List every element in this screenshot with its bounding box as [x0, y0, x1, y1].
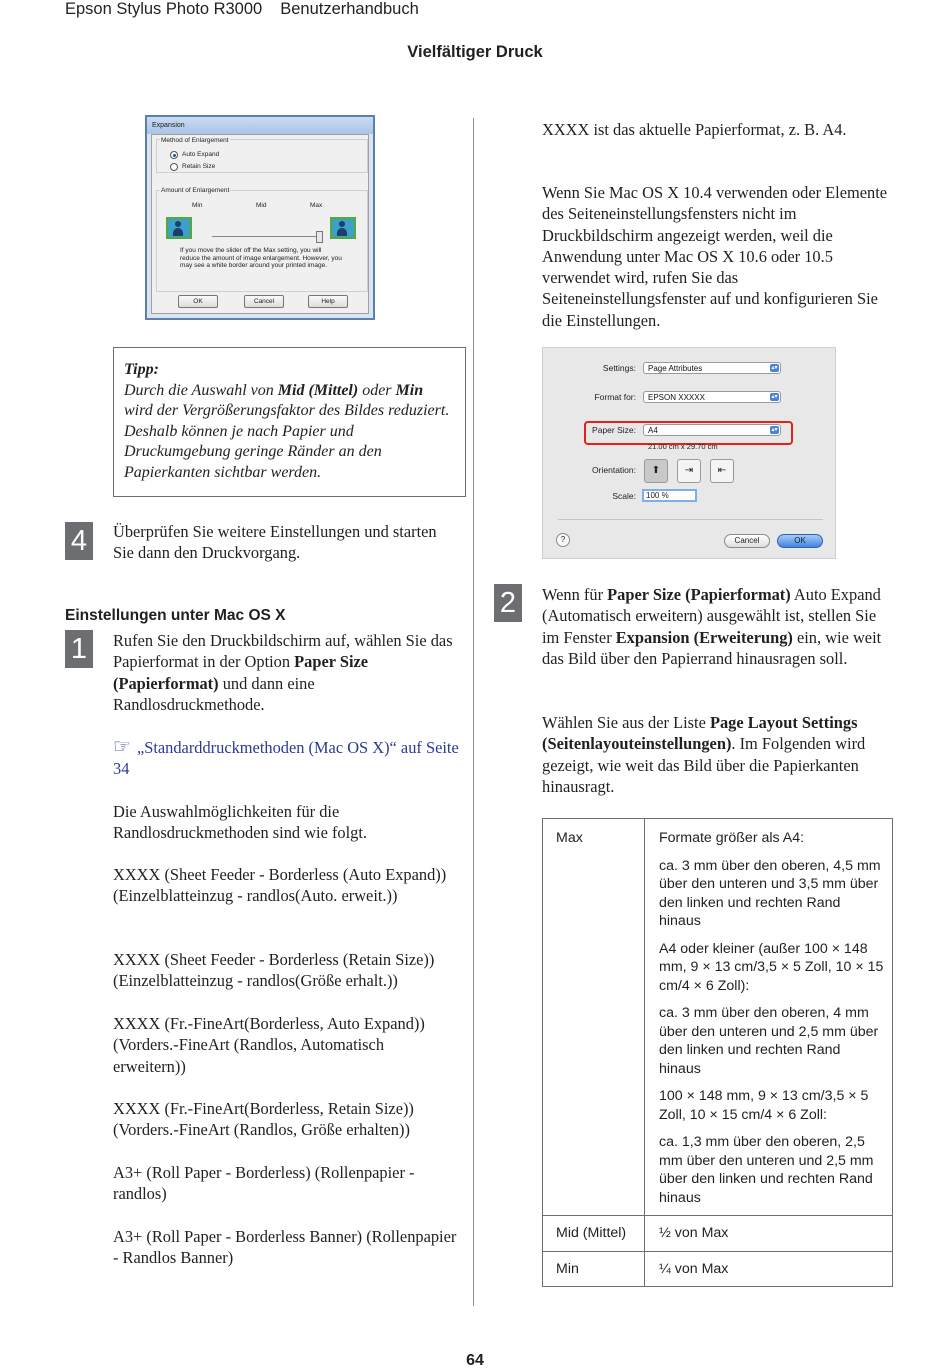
step-2-bold: Expansion (Erweiterung): [615, 627, 793, 647]
table-value-cell: [645, 819, 893, 1216]
table-value-line: A4 oder kleiner (außer 100 × 148 mm, 9 × 13 cm/3,5 × 5 Zoll, 10 × 15 cm/4 × 6 Zoll):: [659, 940, 884, 994]
ok-button[interactable]: OK: [178, 295, 218, 308]
mac-104-note: Wenn Sie Mac OS X 10.4 verwenden oder Elemente des Seiteneinstellungsfensters nicht im Druckbildschirm angezeigt werden, weil die Anwendung unter Mac OS X 10.6 oder 10.5 verwendet wird, rufen Sie das Seiteneinstellungsfenster auf und konfigurieren Sie die Einstellungen.: [542, 183, 888, 330]
paper-dimensions: 21.00 cm x 29.70 cm: [648, 442, 718, 451]
step-2-bold: Page Layout Settings (Seitenlayouteinstellungen): [542, 713, 858, 754]
slider-note-line: reduce the amount of image enlargement. However, you: [180, 254, 342, 262]
pointing-hand-icon: ☞: [113, 736, 131, 758]
mac-ok-button[interactable]: OK: [777, 534, 823, 548]
method-group-label: Method of Enlargement: [161, 137, 229, 144]
orientation-landscape-left-icon[interactable]: ⇥: [677, 459, 701, 483]
dialog-titlebar: [147, 117, 373, 134]
tip-title: Tipp:: [124, 361, 159, 378]
table-value-line: ca. 3 mm über den oberen, 4 mm über den unteren und 2,5 mm über den linken und rechten Rand hinaus: [659, 1005, 879, 1077]
format-for-select-value: EPSON XXXXX: [648, 393, 705, 402]
orientation-label: Orientation:: [592, 465, 636, 475]
step-2-part: Wenn für: [542, 585, 608, 604]
mac-cancel-button[interactable]: Cancel: [724, 534, 770, 548]
dialog-title: Expansion: [152, 122, 185, 129]
step-1-part: und dann eine Randlosdruckmethode.: [113, 673, 315, 714]
table-key-cell: Mid (Mittel): [543, 1216, 645, 1252]
tip-box: [113, 347, 466, 497]
scale-label: Scale:: [612, 491, 636, 501]
option-item: XXXX (Fr.-FineArt(Borderless, Auto Expand)) (Vorders.-FineArt (Randlos, Automatisch erweitern)): [113, 1014, 425, 1076]
paper-size-select-value: A4: [648, 426, 658, 435]
format-for-select[interactable]: [643, 391, 781, 403]
option-item: A3+ (Roll Paper - Borderless Banner) (Rollenpapier - Randlos Banner): [113, 1227, 457, 1268]
dialog-separator: [558, 519, 823, 520]
running-header: [65, 0, 419, 19]
auto-expand-radio[interactable]: [170, 151, 178, 159]
help-button[interactable]: Help: [308, 295, 348, 308]
tip-text: [124, 381, 455, 484]
column-divider: [473, 118, 474, 1306]
select-arrows-icon: ▴▾: [771, 365, 778, 371]
step-2-part: Auto Expand (Automatisch erweitern) ausgewählt ist, stellen Sie im Fenster: [542, 585, 881, 647]
step-2-followup: [542, 712, 892, 797]
step-2-bold: Paper Size (Papierformat): [607, 585, 791, 604]
xxxx-note: XXXX ist das aktuelle Papierformat, z. B. A4.: [542, 120, 847, 139]
page-number: 64: [466, 1352, 484, 1369]
enlargement-slider-thumb[interactable]: [316, 231, 323, 243]
auto-expand-label: Auto Expand: [182, 151, 220, 158]
step-2-part: Wählen Sie aus der Liste: [542, 713, 710, 732]
step-2-badge: 2: [494, 584, 522, 622]
page-setup-dialog-screenshot: [542, 347, 836, 559]
slider-note-line: may see a white border around your printed image.: [180, 262, 328, 269]
max-label: Max: [310, 202, 323, 209]
step-4-text: Überprüfen Sie weitere Einstellungen und starten Sie dann den Druckvorgang.: [113, 522, 437, 563]
header-manual: Benutzerhandbuch: [280, 0, 419, 18]
min-image-icon: [166, 217, 192, 239]
paper-size-label: Paper Size:: [592, 425, 636, 435]
expansion-dialog-screenshot: [145, 115, 375, 320]
step-1-part: Rufen Sie den Druckbildschirm auf, wählen Sie das Papierformat in der Option: [113, 631, 453, 672]
table-value-line: ½ von Max: [659, 1225, 729, 1241]
tip-text-part: oder: [358, 381, 396, 399]
step-2-part: ein, wie weit das Bild über den Papierrand hinausragen soll.: [542, 627, 882, 668]
step-1-badge: 1: [65, 630, 93, 668]
cancel-button[interactable]: Cancel: [244, 295, 284, 308]
settings-select[interactable]: [643, 362, 781, 374]
option-item: XXXX (Sheet Feeder - Borderless (Retain Size)) (Einzelblatteinzug - randlos(Größe erhalt.)): [113, 950, 435, 991]
table-value-line: Formate größer als A4:: [659, 830, 805, 846]
slider-note-line: If you move the slider off the Max setting, you will: [180, 247, 322, 254]
settings-select-value: Page Attributes: [648, 364, 703, 373]
tip-text-part: wird der Vergrößerungsfaktor des Bildes reduziert. Deshalb können je nach Papier und Druckumgebung geringe Ränder an den Papierkanten sichtbar werden.: [124, 402, 450, 481]
tip-text-part: Durch die Auswahl von: [124, 381, 278, 399]
enlargement-slider-track[interactable]: [212, 236, 320, 237]
option-item: XXXX (Sheet Feeder - Borderless (Auto Expand)) (Einzelblatteinzug - randlos(Auto. erweit.)): [113, 865, 447, 906]
table-value-line: 100 × 148 mm, 9 × 13 cm/3,5 × 5 Zoll, 10 × 15 cm/4 × 6 Zoll:: [659, 1088, 869, 1123]
orientation-landscape-right-icon[interactable]: ⇤: [710, 459, 734, 483]
step-1-text: [113, 630, 459, 715]
select-arrows-icon: ▴▾: [771, 394, 778, 400]
table-value-cell: [645, 1251, 893, 1287]
max-image-icon: [330, 217, 356, 239]
table-value-cell: [645, 1216, 893, 1252]
table-value-line: ca. 1,3 mm über den oberen, 2,5 mm über den unteren und 2,5 mm über den linken und rechten Rand hinaus: [659, 1134, 874, 1206]
enlargement-table: [542, 818, 893, 1287]
option-item: A3+ (Roll Paper - Borderless) (Rollenpapier - randlos): [113, 1163, 415, 1204]
table-row: [543, 1216, 893, 1252]
option-item: XXXX (Fr.-FineArt(Borderless, Retain Size)) (Vorders.-FineArt (Randlos, Größe erhalten)): [113, 1099, 414, 1140]
step-1-bold: Paper Size (Papierformat): [113, 652, 369, 693]
cross-reference-link[interactable]: [113, 737, 463, 780]
step-2-text: [542, 584, 892, 669]
header-product: Epson Stylus Photo R3000: [65, 0, 263, 18]
tip-bold-mid: Mid (Mittel): [277, 381, 359, 399]
table-row: [543, 1251, 893, 1287]
amount-group-label: Amount of Enlargement: [161, 187, 230, 194]
retain-size-radio[interactable]: [170, 163, 178, 171]
section-title: Vielfältiger Druck: [407, 43, 543, 61]
cross-reference-text[interactable]: „Standarddruckmethoden (Mac OS X)“ auf Seite 34: [113, 738, 459, 779]
table-value-line: ¼ von Max: [659, 1260, 729, 1277]
table-row: [543, 819, 893, 1216]
step-4-badge: 4: [65, 522, 93, 560]
table-value-line: ca. 3 mm über den oberen, 4,5 mm über den unteren und 3,5 mm über den linken und rechten Rand hinaus: [659, 857, 881, 929]
table-key-cell: Max: [543, 819, 645, 1216]
paper-size-select[interactable]: [643, 424, 781, 436]
table-key-cell: Min: [543, 1251, 645, 1287]
slider-note: [180, 247, 360, 270]
orientation-portrait-icon[interactable]: ⬆: [644, 459, 668, 483]
min-label: Min: [192, 202, 203, 209]
scale-input[interactable]: 100 %: [642, 489, 697, 502]
format-for-label: Format for:: [594, 392, 636, 402]
mid-label: Mid: [256, 202, 267, 209]
options-intro: Die Auswahlmöglichkeiten für die Randlosdruckmethoden sind wie folgt.: [113, 802, 368, 843]
select-arrows-icon: ▴▾: [771, 427, 778, 433]
settings-label: Settings:: [602, 363, 636, 373]
retain-size-label: Retain Size: [182, 163, 216, 170]
dialog-body: [151, 134, 369, 314]
help-icon[interactable]: ?: [556, 533, 570, 547]
step-2-part: . Im Folgenden wird gezeigt, wie weit das Bild über die Papierkanten hinausragt.: [542, 734, 866, 796]
mac-section-heading: Einstellungen unter Mac OS X: [65, 607, 286, 624]
tip-bold-min: Min: [395, 381, 424, 399]
